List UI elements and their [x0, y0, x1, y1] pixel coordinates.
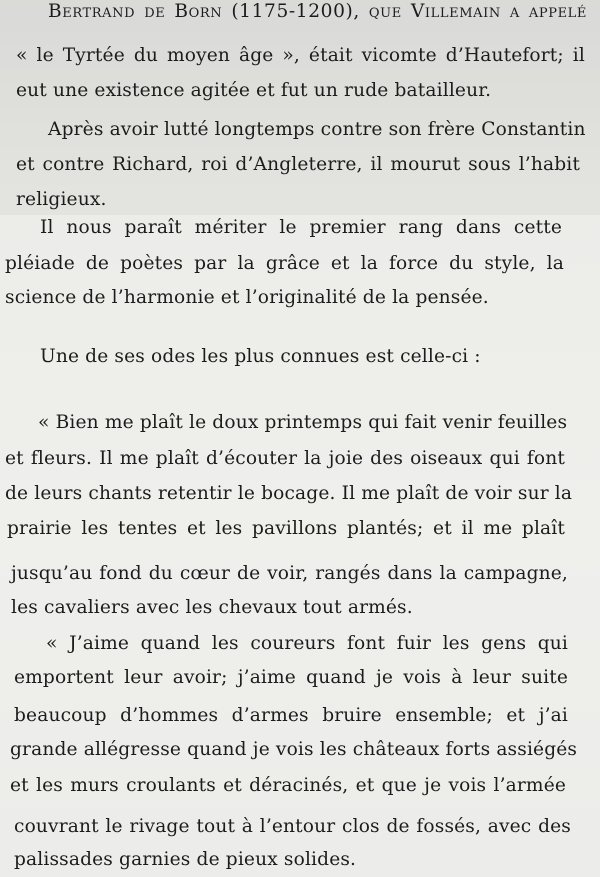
text-line: « le Tyrtée du moyen âge », était vicomte d’Hautefort; il	[16, 45, 585, 66]
text-line: « Bien me plaît le doux printemps qui fait venir feuilles	[38, 412, 568, 433]
text-line: eut une existence agitée et fut un rude batailleur.	[16, 80, 492, 101]
text-line: Après avoir lutté longtemps contre son frère Constantin	[48, 119, 586, 140]
text-line: emportent leur avoir; j’aime quand je vois à leur suite	[14, 667, 568, 688]
text-line: couvrant le rivage tout à l’entour clos de fossés, avec des	[14, 816, 571, 837]
text-line: Une de ses odes les plus connues est celle-ci :	[40, 346, 481, 367]
text-line: de leurs chants retentir le bocage. Il me plaît de voir sur la	[5, 483, 573, 504]
text-line	[48, 0, 587, 24]
text-line: les cavaliers avec les chevaux tout armés.	[11, 597, 413, 618]
text-line: religieux.	[16, 189, 107, 210]
text-line: et fleurs. Il me plaît d’écouter la joie des oiseaux qui font	[5, 448, 565, 469]
text-line: palissades garnies de pieux solides.	[14, 849, 357, 870]
text-line: jusqu’au fond du cœur de voir, rangés dans la campagne,	[11, 563, 568, 584]
text-line: science de l’harmonie et l’originalité de la pensée.	[5, 287, 489, 308]
text-line: Il nous paraît mériter le premier rang dans cette	[40, 217, 562, 238]
text-line: prairie les tentes et les pavillons plantés; et il me plaît	[7, 518, 565, 539]
text-line: « J’aime quand les coureurs font fuir les gens qui	[46, 633, 568, 654]
text-line: beaucoup d’hommes d’armes bruire ensemble; et j’ai	[14, 705, 568, 726]
text-line: grande allégresse quand je vois les châteaux forts assiégés	[10, 739, 578, 760]
text-line: et contre Richard, roi d’Angleterre, il mourut sous l’habit	[16, 154, 580, 175]
text-line: pléiade de poètes par la grâce et la force du style, la	[5, 253, 564, 274]
text-line: et les murs croulants et déracinés, et que je vois l’armée	[10, 775, 566, 796]
author-name: Bertrand de Born (1175-1200), que Villemain a appelé	[48, 1, 587, 22]
